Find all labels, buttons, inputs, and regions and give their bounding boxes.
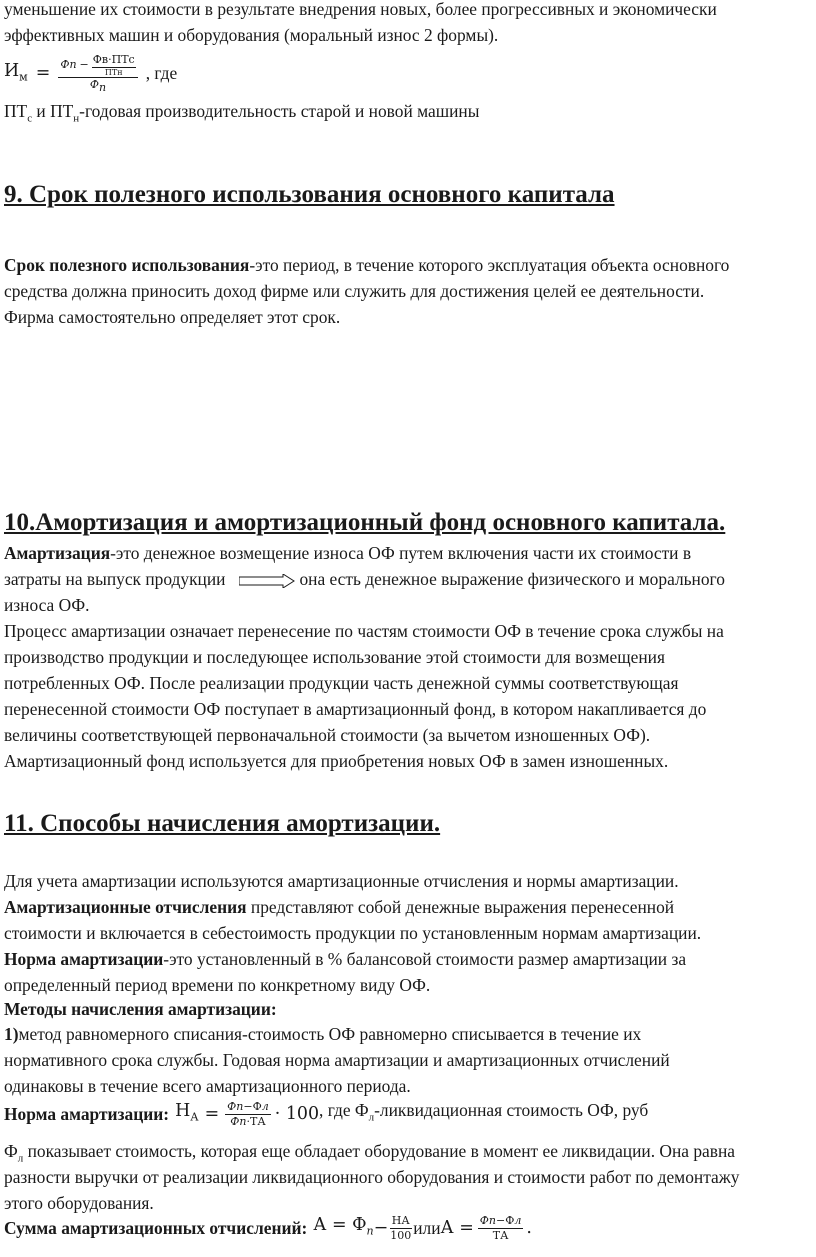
section-11-line-1: Для учета амартизации используются амартизационные отчисления и нормы амартизации. [4, 871, 679, 891]
section-10-para-line-5: величины соответствующей первоначальной стоимости (за вычетом изношенных ОФ). [4, 725, 651, 745]
section-10-para-line-1: Процесс амартизации означает перенесение по частям стоимости ОФ в течение срока службы на [4, 621, 724, 641]
formula-tail: , где [145, 63, 178, 84]
moral-wear-formula [4, 53, 177, 95]
section-9-def-line-1: Срок полезного использования-это период, в течение которого эксплуатация объекта основного [4, 255, 730, 275]
sum-formula-line [4, 1213, 532, 1244]
norm-label: Норма амартизации: [4, 1103, 170, 1124]
intro-line-1: уменьшение их стоимости в результате внедрения новых, более прогрессивных и экономически [4, 0, 717, 19]
right-arrow-icon [239, 574, 295, 588]
norm-fraction: $\frac{Фп-Фл}{Фп\cdot ТА}$ [227, 1099, 269, 1128]
section-10-def-line-3: износа ОФ. [4, 595, 90, 615]
section-10-def-line-2: затраты на выпуск продукции она есть денежное выражение физического и морального [4, 569, 725, 589]
section-11-line-5: определенный период времени по конкретному виду ОФ. [4, 975, 431, 995]
section-9-def-line-3: Фирма самостоятельно определяет этот срок. [4, 307, 341, 327]
section-11-line-2: Амартизационные отчисления представляют собой денежные выражения перенесенной [4, 897, 675, 917]
section-9-def-line-2: средства должна приносить доход фирме или служить для достижения целей ее деятельности. [4, 281, 705, 301]
norm-formula-line: Норма амартизации: $Н_А$ = $\frac{Фп-Фл}{Фп\cdot ТА}$ · 100 , где $Ф_л$-ликвидационная стоимость ОФ, руб [4, 1098, 648, 1131]
intro-legend: $ПТ_с$ и $ПТ_н$-годовая производительность старой и новой машины [4, 101, 480, 125]
formula-fraction: Ф п − Фв·ПТс ПТн $Ф_п$ [58, 53, 137, 95]
method-1-line-3: одинаковы в течение всего амартизационного периода. [4, 1076, 411, 1096]
liquidation-line-3: этого оборудования. [4, 1193, 154, 1213]
method-1-line-1: 1)метод равномерного списания-стоимость ОФ равномерно списывается в течение их [4, 1024, 642, 1044]
formula-equals: = [35, 63, 51, 84]
formula-lhs: $И_м$ [4, 60, 28, 84]
section-10-para-line-3: потребленных ОФ. После реализации продукции часть денежной суммы соответствующая [4, 673, 679, 693]
section-11-line-3: стоимости и включается в себестоимость продукции по установленным нормам амартизации. [4, 923, 702, 943]
section-10-def-line-1: Амартизация-это денежное возмещение износа ОФ путем включения части их стоимости в [4, 543, 692, 563]
section-10-para-line-2: производство продукции и последующее использование этой стоимости для возмещения [4, 647, 665, 667]
sum-minus: − [373, 1217, 389, 1238]
liquidation-line-2: разности выручки от реализации ликвидационного оборудования и стоимости работ по демонтажу [4, 1167, 740, 1187]
sum-rhs: А = [440, 1217, 474, 1238]
sum-or: или [413, 1217, 441, 1238]
method-1-line-2: нормативного срока службы. Годовая норма амартизации и амартизационных отчислений [4, 1050, 670, 1070]
norm-tail: , где $Ф_л$-ликвидационная стоимость ОФ, руб [319, 1100, 649, 1124]
section-10-para-line-4: перенесенной стоимости ОФ поступает в амартизационный фонд, в котором накапливается до [4, 699, 707, 719]
methods-title: Методы начисления амартизации: [4, 999, 277, 1019]
section-10-para-line-6: Амартизационный фонд используется для приобретения новых ОФ в замен изношенных. [4, 751, 669, 771]
norm-lhs: $Н_А$ [175, 1101, 199, 1124]
sum-label: Сумма амартизационных отчислений: [4, 1217, 308, 1238]
sum-end: . [526, 1217, 532, 1238]
sum-fraction-2: $\frac{Фп-Фл}{ТА}$ [479, 1213, 522, 1242]
norm-multiplier: · 100 [274, 1103, 320, 1124]
sum-fraction-1: $\frac{НА}{100}$ [390, 1213, 412, 1242]
sum-lhs: $А = Ф_п$ [313, 1215, 374, 1238]
section-11-heading: 11. Способы начисления амортизации. [4, 810, 441, 837]
section-9-heading: 9. Срок полезного использования основного капитала [4, 181, 615, 208]
liquidation-line-1: $Ф_л$ показывает стоимость, которая еще обладает оборудование в момент ее ликвидации. Она равна [4, 1141, 736, 1165]
section-11-line-4: Норма амартизации-это установленный в % балансовой стоимости размер амартизации за [4, 949, 687, 969]
intro-line-2: эффективных машин и оборудования (моральный износ 2 формы). [4, 25, 499, 45]
section-10-heading: 10.Амортизация и амортизационный фонд основного капитала. [4, 509, 726, 536]
